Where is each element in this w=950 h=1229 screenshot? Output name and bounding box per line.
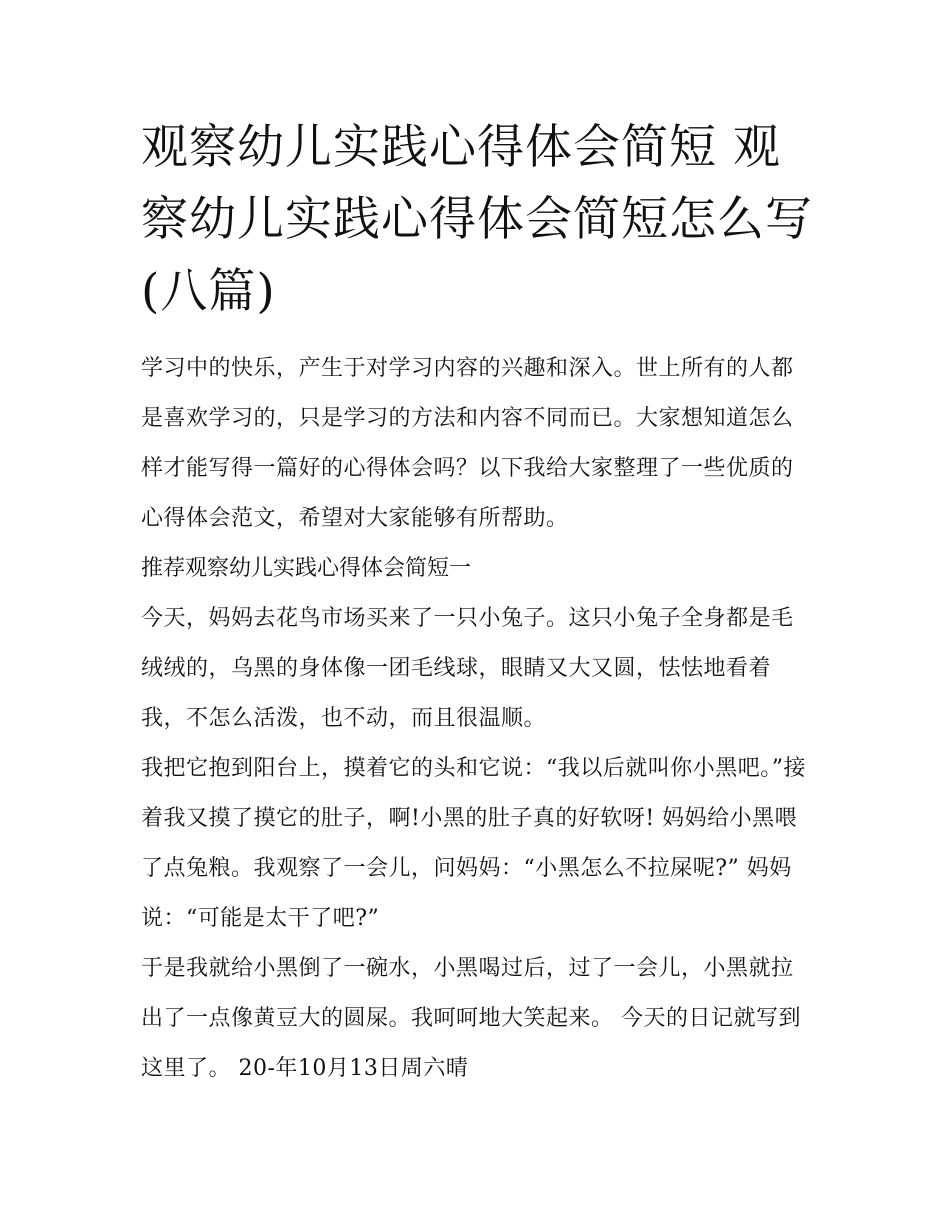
document-title: 观察幼儿实践心得体会简短 观察幼儿实践心得体会简短怎么写(八篇)	[141, 120, 813, 319]
body-paragraph-3: 于是我就给小黑倒了一碗水，小黑喝过后，过了一会儿，小黑就拉出了一点像黄豆大的圆屎。我呵呵地大笑起来。 今天的日记就写到这里了。 20-年10月13日周六晴	[141, 956, 801, 1081]
body-paragraph-2: 我把它抱到阳台上，摸着它的头和它说：“我以后就叫你小黑吧。”接着我又摸了摸它的肚子，啊!小黑的肚子真的好软呀! 妈妈给小黑喂了点兔粮。我观察了一会儿，问妈妈：“小黑怎么不拉屎呢?” 妈妈说：“可能是太干了吧?”	[141, 756, 806, 931]
intro-paragraph: 学习中的快乐，产生于对学习内容的兴趣和深入。世上所有的人都是喜欢学习的，只是学习的方法和内容不同而已。大家想知道怎么样才能写得一篇好的心得体会吗？以下我给大家整理了一些优质的心得体会范文，希望对大家能够有所帮助。	[141, 356, 794, 531]
section-heading: 推荐观察幼儿实践心得体会简短一	[141, 556, 472, 581]
body-paragraph-1: 今天，妈妈去花鸟市场买来了一只小兔子。这只小兔子全身都是毛绒绒的，乌黑的身体像一团毛线球，眼睛又大又圆，怯怯地看着我，不怎么活泼，也不动，而且很温顺。	[141, 606, 794, 731]
document-page	[141, 112, 813, 1094]
